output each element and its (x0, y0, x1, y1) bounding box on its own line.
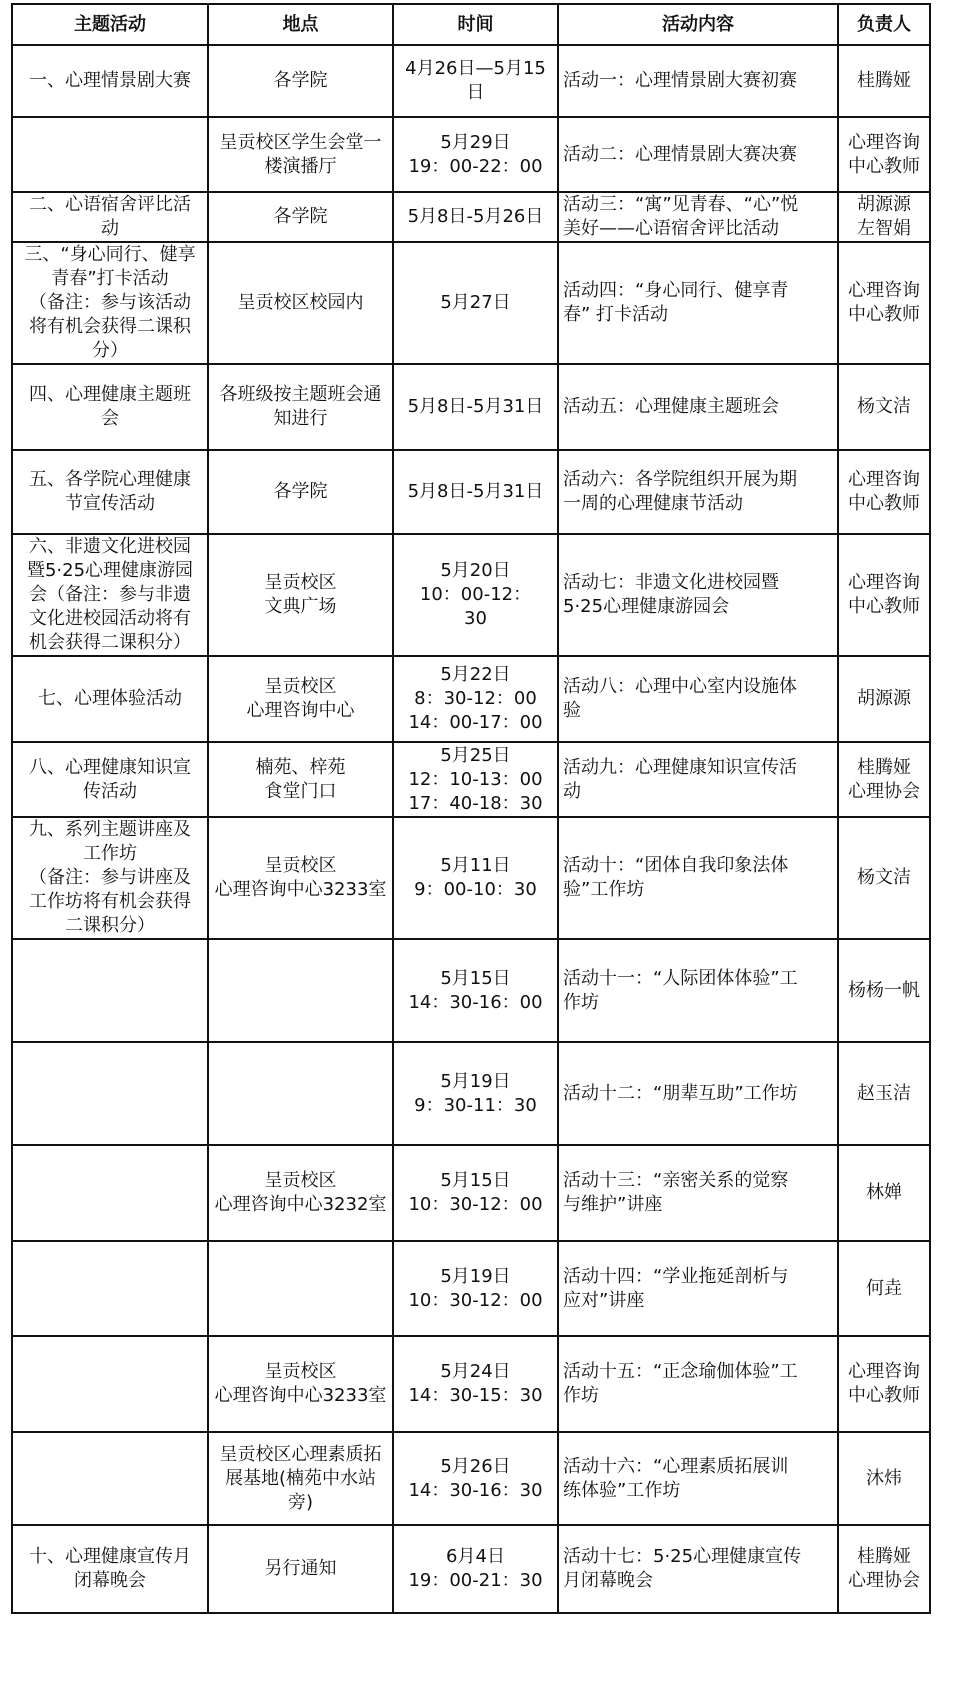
cell-place: 各学院 (208, 45, 393, 117)
cell-content: 活动十四：“学业拖延剖析与 应对”讲座 (558, 1241, 838, 1336)
cell-theme: 五、各学院心理健康 节宣传活动 (12, 450, 208, 534)
table-row (12, 450, 930, 534)
cell-place: 各学院 (208, 450, 393, 534)
cell-person: 赵玉洁 (838, 1042, 930, 1145)
cell-place: 呈贡校区 心理咨询中心3233室 (208, 1336, 393, 1432)
cell-time: 5月19日 10：30-12：00 (393, 1241, 558, 1336)
cell-place: 另行通知 (208, 1525, 393, 1613)
cell-place: 各学院 (208, 192, 393, 242)
cell-place: 各班级按主题班会通 知进行 (208, 364, 393, 450)
table-row (12, 45, 930, 117)
cell-place (208, 939, 393, 1042)
cell-time: 5月24日 14：30-15：30 (393, 1336, 558, 1432)
cell-content: 活动十：“团体自我印象法体 验”工作坊 (558, 817, 838, 939)
cell-content: 活动二：心理情景剧大赛决赛 (558, 117, 838, 192)
cell-time: 5月15日 10：30-12：00 (393, 1145, 558, 1241)
cell-time: 5月11日 9：00-10：30 (393, 817, 558, 939)
cell-person: 胡源源 (838, 656, 930, 742)
table-row (12, 742, 930, 817)
cell-person: 胡源源 左智娟 (838, 192, 930, 242)
cell-content: 活动三：“寓”见青春、“心”悦 美好——心语宿舍评比活动 (558, 192, 838, 242)
header-person: 负责人 (838, 4, 930, 45)
cell-content: 活动八：心理中心室内设施体 验 (558, 656, 838, 742)
table-row (12, 1336, 930, 1432)
cell-place: 呈贡校区 心理咨询中心 (208, 656, 393, 742)
header-place: 地点 (208, 4, 393, 45)
cell-content: 活动六：各学院组织开展为期 一周的心理健康节活动 (558, 450, 838, 534)
cell-theme: 九、系列主题讲座及 工作坊 （备注：参与讲座及 工作坊将有机会获得 二课积分） (12, 817, 208, 939)
cell-place: 呈贡校区 文典广场 (208, 534, 393, 656)
cell-person: 杨文洁 (838, 364, 930, 450)
cell-theme: 二、心语宿舍评比活 动 (12, 192, 208, 242)
cell-theme (12, 939, 208, 1042)
cell-theme (12, 1042, 208, 1145)
cell-content: 活动十二：“朋辈互助”工作坊 (558, 1042, 838, 1145)
cell-person: 杨杨一帆 (838, 939, 930, 1042)
cell-person: 心理咨询 中心教师 (838, 242, 930, 364)
cell-person: 心理咨询 中心教师 (838, 450, 930, 534)
cell-time: 5月8日-5月31日 (393, 450, 558, 534)
table-row (12, 242, 930, 364)
table-row (12, 1525, 930, 1613)
cell-place (208, 1042, 393, 1145)
cell-content: 活动十五：“正念瑜伽体验”工 作坊 (558, 1336, 838, 1432)
cell-theme (12, 1432, 208, 1525)
cell-place: 楠苑、梓苑 食堂门口 (208, 742, 393, 817)
cell-person: 心理咨询 中心教师 (838, 1336, 930, 1432)
cell-place: 呈贡校区 心理咨询中心3233室 (208, 817, 393, 939)
cell-place (208, 1241, 393, 1336)
table-row (12, 1145, 930, 1241)
cell-person: 沐炜 (838, 1432, 930, 1525)
cell-theme: 十、心理健康宣传月 闭幕晚会 (12, 1525, 208, 1613)
cell-time: 5月29日 19：00-22：00 (393, 117, 558, 192)
cell-person: 林婵 (838, 1145, 930, 1241)
table-row (12, 817, 930, 939)
table-row (12, 192, 930, 242)
table-row (12, 1241, 930, 1336)
cell-theme: 一、心理情景剧大赛 (12, 45, 208, 117)
schedule-table (11, 3, 931, 1614)
cell-time: 5月25日 12：10-13：00 17：40-18：30 (393, 742, 558, 817)
cell-person: 杨文洁 (838, 817, 930, 939)
cell-content: 活动九：心理健康知识宣传活 动 (558, 742, 838, 817)
cell-theme: 四、心理健康主题班 会 (12, 364, 208, 450)
table-row (12, 1042, 930, 1145)
cell-time: 5月15日 14：30-16：00 (393, 939, 558, 1042)
cell-theme (12, 1336, 208, 1432)
table-row (12, 534, 930, 656)
cell-person: 桂腾娅 (838, 45, 930, 117)
cell-theme (12, 117, 208, 192)
cell-person: 桂腾娅 心理协会 (838, 742, 930, 817)
cell-content: 活动十六：“心理素质拓展训 练体验”工作坊 (558, 1432, 838, 1525)
table-row (12, 939, 930, 1042)
cell-theme: 七、心理体验活动 (12, 656, 208, 742)
cell-theme (12, 1145, 208, 1241)
cell-theme (12, 1241, 208, 1336)
cell-content: 活动七：非遗文化进校园暨 5·25心理健康游园会 (558, 534, 838, 656)
cell-person: 心理咨询 中心教师 (838, 534, 930, 656)
cell-theme: 三、“身心同行、健享 青春”打卡活动 （备注：参与该活动 将有机会获得二课积 分） (12, 242, 208, 364)
cell-content: 活动四：“身心同行、健享青 春” 打卡活动 (558, 242, 838, 364)
cell-content: 活动十一：“人际团体体验”工 作坊 (558, 939, 838, 1042)
table-row (12, 1432, 930, 1525)
cell-time: 5月8日-5月26日 (393, 192, 558, 242)
cell-content: 活动十七：5·25心理健康宣传 月闭幕晚会 (558, 1525, 838, 1613)
cell-time: 5月22日 8：30-12：00 14：00-17：00 (393, 656, 558, 742)
cell-time: 5月27日 (393, 242, 558, 364)
header-content: 活动内容 (558, 4, 838, 45)
activity-schedule (11, 3, 931, 1614)
cell-place: 呈贡校区心理素质拓 展基地(楠苑中水站 旁) (208, 1432, 393, 1525)
schedule-body (12, 45, 930, 1613)
cell-content: 活动一：心理情景剧大赛初赛 (558, 45, 838, 117)
header-theme: 主题活动 (12, 4, 208, 45)
cell-place: 呈贡校区 心理咨询中心3232室 (208, 1145, 393, 1241)
table-row (12, 656, 930, 742)
cell-time: 4月26日—5月15 日 (393, 45, 558, 117)
cell-person: 心理咨询 中心教师 (838, 117, 930, 192)
cell-time: 6月4日 19：00-21：30 (393, 1525, 558, 1613)
cell-place: 呈贡校区学生会堂一 楼演播厅 (208, 117, 393, 192)
cell-time: 5月26日 14：30-16：30 (393, 1432, 558, 1525)
cell-person: 桂腾娅 心理协会 (838, 1525, 930, 1613)
cell-theme: 八、心理健康知识宣 传活动 (12, 742, 208, 817)
header-time: 时间 (393, 4, 558, 45)
cell-content: 活动十三：“亲密关系的觉察 与维护”讲座 (558, 1145, 838, 1241)
cell-theme: 六、非遗文化进校园 暨5·25心理健康游园 会（备注：参与非遗 文化进校园活动将有 机会获得二课积分） (12, 534, 208, 656)
cell-time: 5月8日-5月31日 (393, 364, 558, 450)
cell-place: 呈贡校区校园内 (208, 242, 393, 364)
cell-time: 5月20日 10：00-12： 30 (393, 534, 558, 656)
cell-person: 何垚 (838, 1241, 930, 1336)
cell-time: 5月19日 9：30-11：30 (393, 1042, 558, 1145)
cell-content: 活动五：心理健康主题班会 (558, 364, 838, 450)
header-row (12, 4, 930, 45)
table-row (12, 364, 930, 450)
table-row (12, 117, 930, 192)
